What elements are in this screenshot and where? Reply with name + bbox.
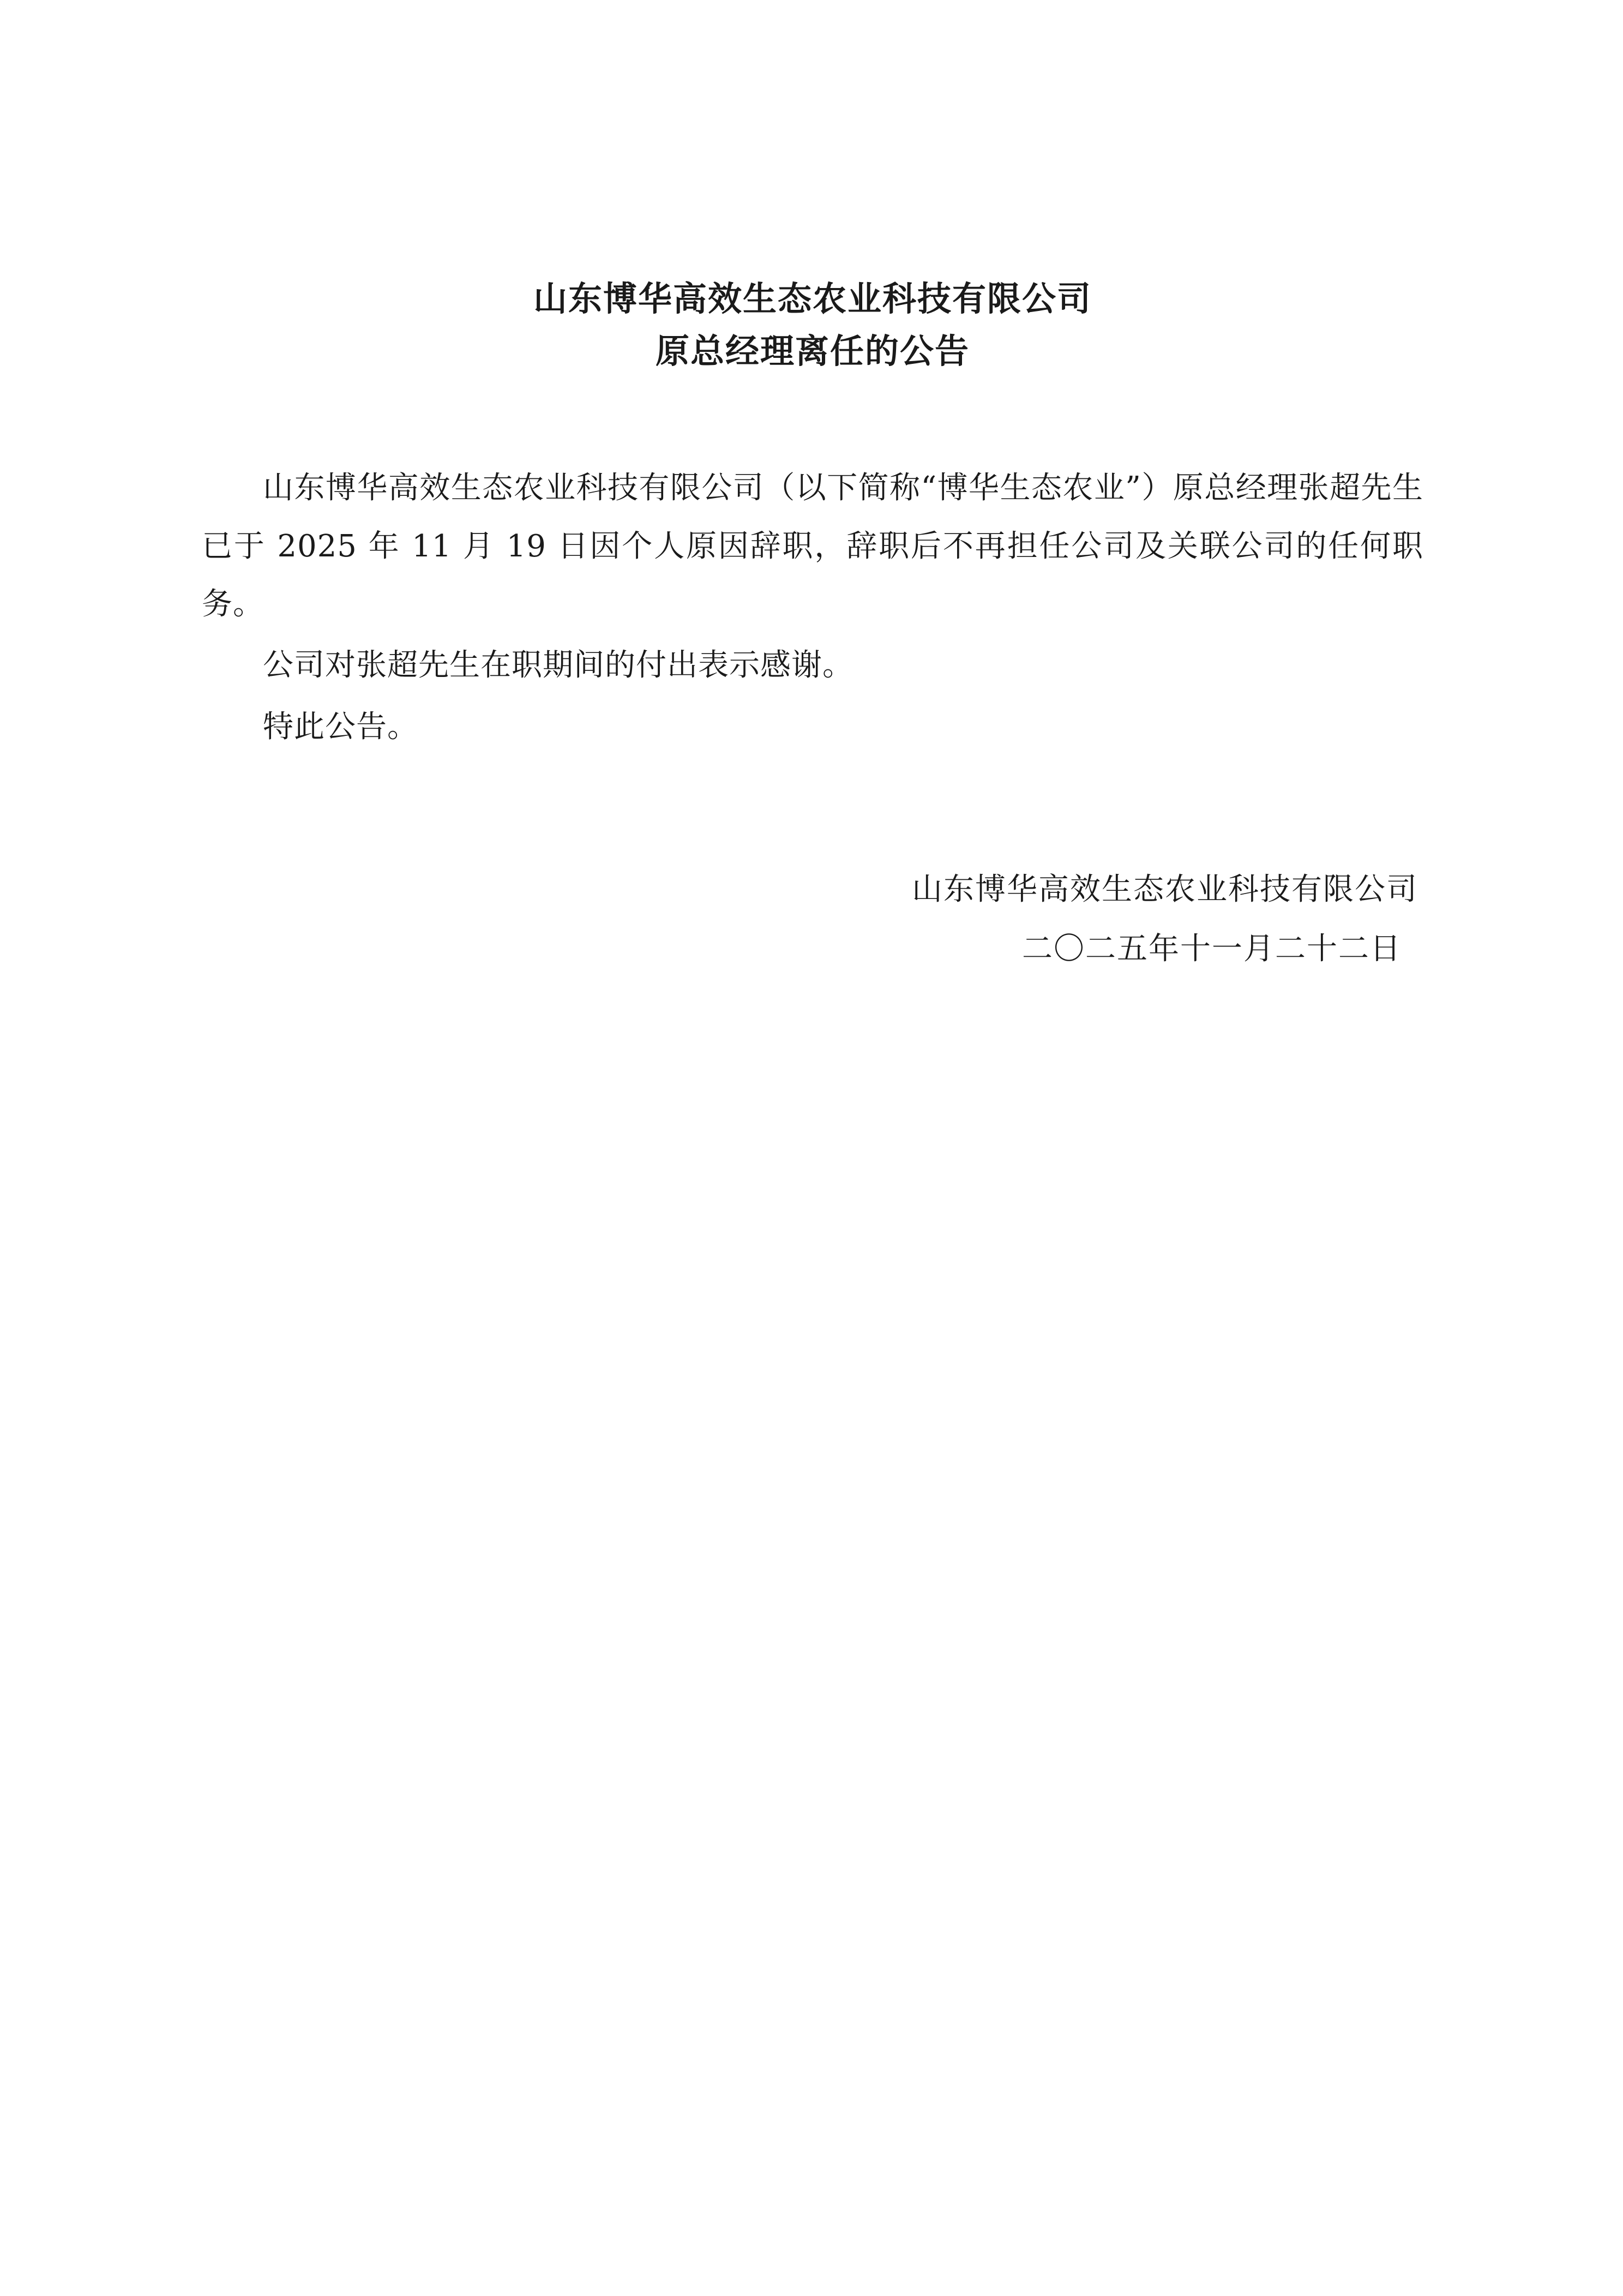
document-content	[202, 273, 1423, 979]
signature-date: 二〇二五年十一月二十二日	[1022, 931, 1402, 967]
title-line-1: 山东博华高效生态农业科技有限公司	[533, 279, 1092, 319]
title-line-2: 原总经理离任的公告	[655, 331, 970, 371]
signature-block	[202, 860, 1423, 979]
paragraph-2: 公司对张超先生在职期间的付出表示感谢。	[263, 648, 853, 684]
paragraph-1: 山东博华高效生态农业科技有限公司（以下简称“博华生态农业”）原总经理张超先生已于 2025 年 11 月 19 日因个人原因辞职，辞职后不再担任公司及关联公司的任何职务。	[202, 470, 1423, 622]
signature-company: 山东博华高效生态农业科技有限公司	[912, 872, 1418, 908]
document-body	[202, 459, 1423, 756]
page-title	[202, 273, 1423, 377]
title-spacer	[202, 377, 1423, 459]
paragraph-3: 特此公告。	[263, 709, 418, 745]
